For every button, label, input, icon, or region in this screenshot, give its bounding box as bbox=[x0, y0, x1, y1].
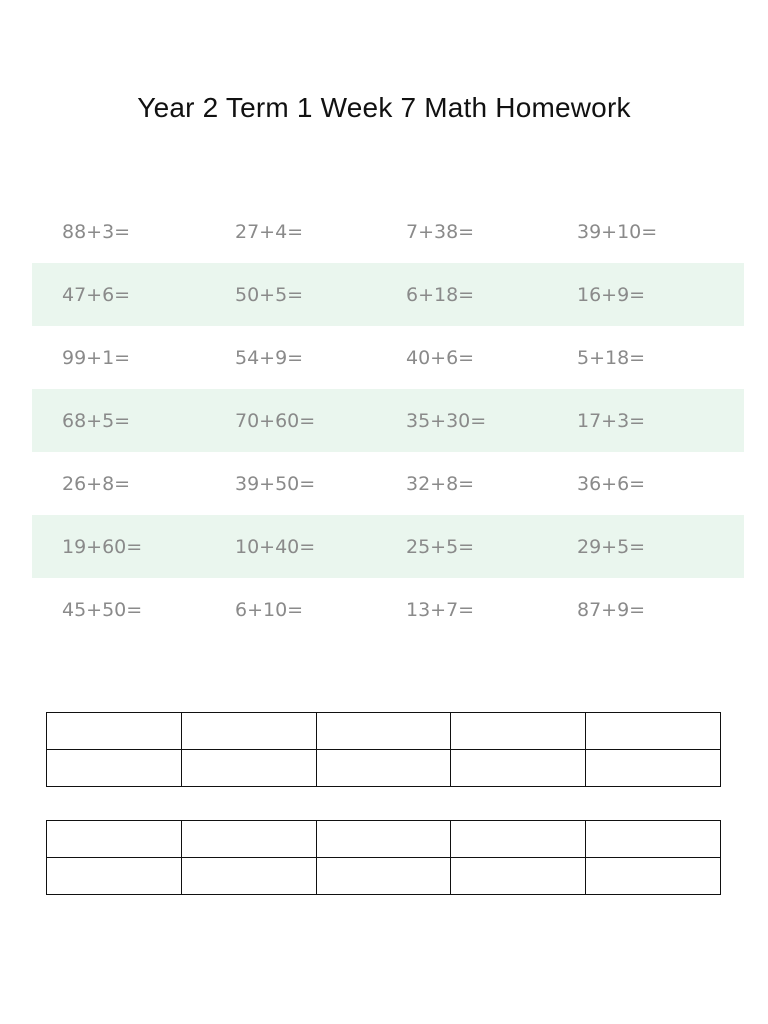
problem-row bbox=[32, 263, 744, 326]
answer-cell[interactable] bbox=[451, 821, 586, 858]
answer-cell[interactable] bbox=[586, 750, 721, 787]
problem-row bbox=[32, 326, 744, 389]
problem: 87+9= bbox=[577, 598, 646, 621]
answer-cell[interactable] bbox=[586, 713, 721, 750]
answer-cell[interactable] bbox=[47, 713, 182, 750]
page-title: Year 2 Term 1 Week 7 Math Homework bbox=[137, 92, 631, 123]
answer-grid bbox=[46, 820, 721, 895]
problem: 32+8= bbox=[406, 472, 475, 495]
problem: 50+5= bbox=[235, 283, 304, 306]
problem: 39+10= bbox=[577, 220, 658, 243]
problem: 5+18= bbox=[577, 346, 646, 369]
problem: 99+1= bbox=[62, 346, 131, 369]
problem: 68+5= bbox=[62, 409, 131, 432]
answer-cell[interactable] bbox=[451, 713, 586, 750]
answer-grid-row bbox=[47, 821, 721, 858]
answer-cell[interactable] bbox=[47, 750, 182, 787]
answer-cell[interactable] bbox=[181, 821, 316, 858]
answer-cell[interactable] bbox=[451, 858, 586, 895]
answer-cell[interactable] bbox=[586, 858, 721, 895]
problem: 10+40= bbox=[235, 535, 316, 558]
problem: 26+8= bbox=[62, 472, 131, 495]
answer-cell[interactable] bbox=[451, 750, 586, 787]
answer-cell[interactable] bbox=[316, 750, 451, 787]
problem: 88+3= bbox=[62, 220, 131, 243]
problem: 6+18= bbox=[406, 283, 475, 306]
problem: 19+60= bbox=[62, 535, 143, 558]
problem: 29+5= bbox=[577, 535, 646, 558]
problem: 17+3= bbox=[577, 409, 646, 432]
problem: 35+30= bbox=[406, 409, 487, 432]
problem: 54+9= bbox=[235, 346, 304, 369]
answer-grid-row bbox=[47, 713, 721, 750]
answer-cell[interactable] bbox=[181, 750, 316, 787]
problem-list bbox=[32, 200, 744, 641]
problem: 13+7= bbox=[406, 598, 475, 621]
problem: 70+60= bbox=[235, 409, 316, 432]
problem: 25+5= bbox=[406, 535, 475, 558]
answer-grid bbox=[46, 712, 721, 787]
problem: 27+4= bbox=[235, 220, 304, 243]
problem-row bbox=[32, 389, 744, 452]
problem: 40+6= bbox=[406, 346, 475, 369]
answer-grid-row bbox=[47, 858, 721, 895]
problem-row bbox=[32, 515, 744, 578]
answer-cell[interactable] bbox=[586, 821, 721, 858]
problem: 7+38= bbox=[406, 220, 475, 243]
answer-cell[interactable] bbox=[47, 821, 182, 858]
problem: 36+6= bbox=[577, 472, 646, 495]
answer-cell[interactable] bbox=[181, 858, 316, 895]
problem-row bbox=[32, 200, 744, 263]
problem-row bbox=[32, 578, 744, 641]
answer-cell[interactable] bbox=[47, 858, 182, 895]
problem-row bbox=[32, 452, 744, 515]
answer-cell[interactable] bbox=[316, 858, 451, 895]
problem: 47+6= bbox=[62, 283, 131, 306]
answer-cell[interactable] bbox=[181, 713, 316, 750]
problem: 6+10= bbox=[235, 598, 304, 621]
answer-cell[interactable] bbox=[316, 713, 451, 750]
answer-grid-row bbox=[47, 750, 721, 787]
answer-cell[interactable] bbox=[316, 821, 451, 858]
problem: 45+50= bbox=[62, 598, 143, 621]
problem: 16+9= bbox=[577, 283, 646, 306]
problem: 39+50= bbox=[235, 472, 316, 495]
